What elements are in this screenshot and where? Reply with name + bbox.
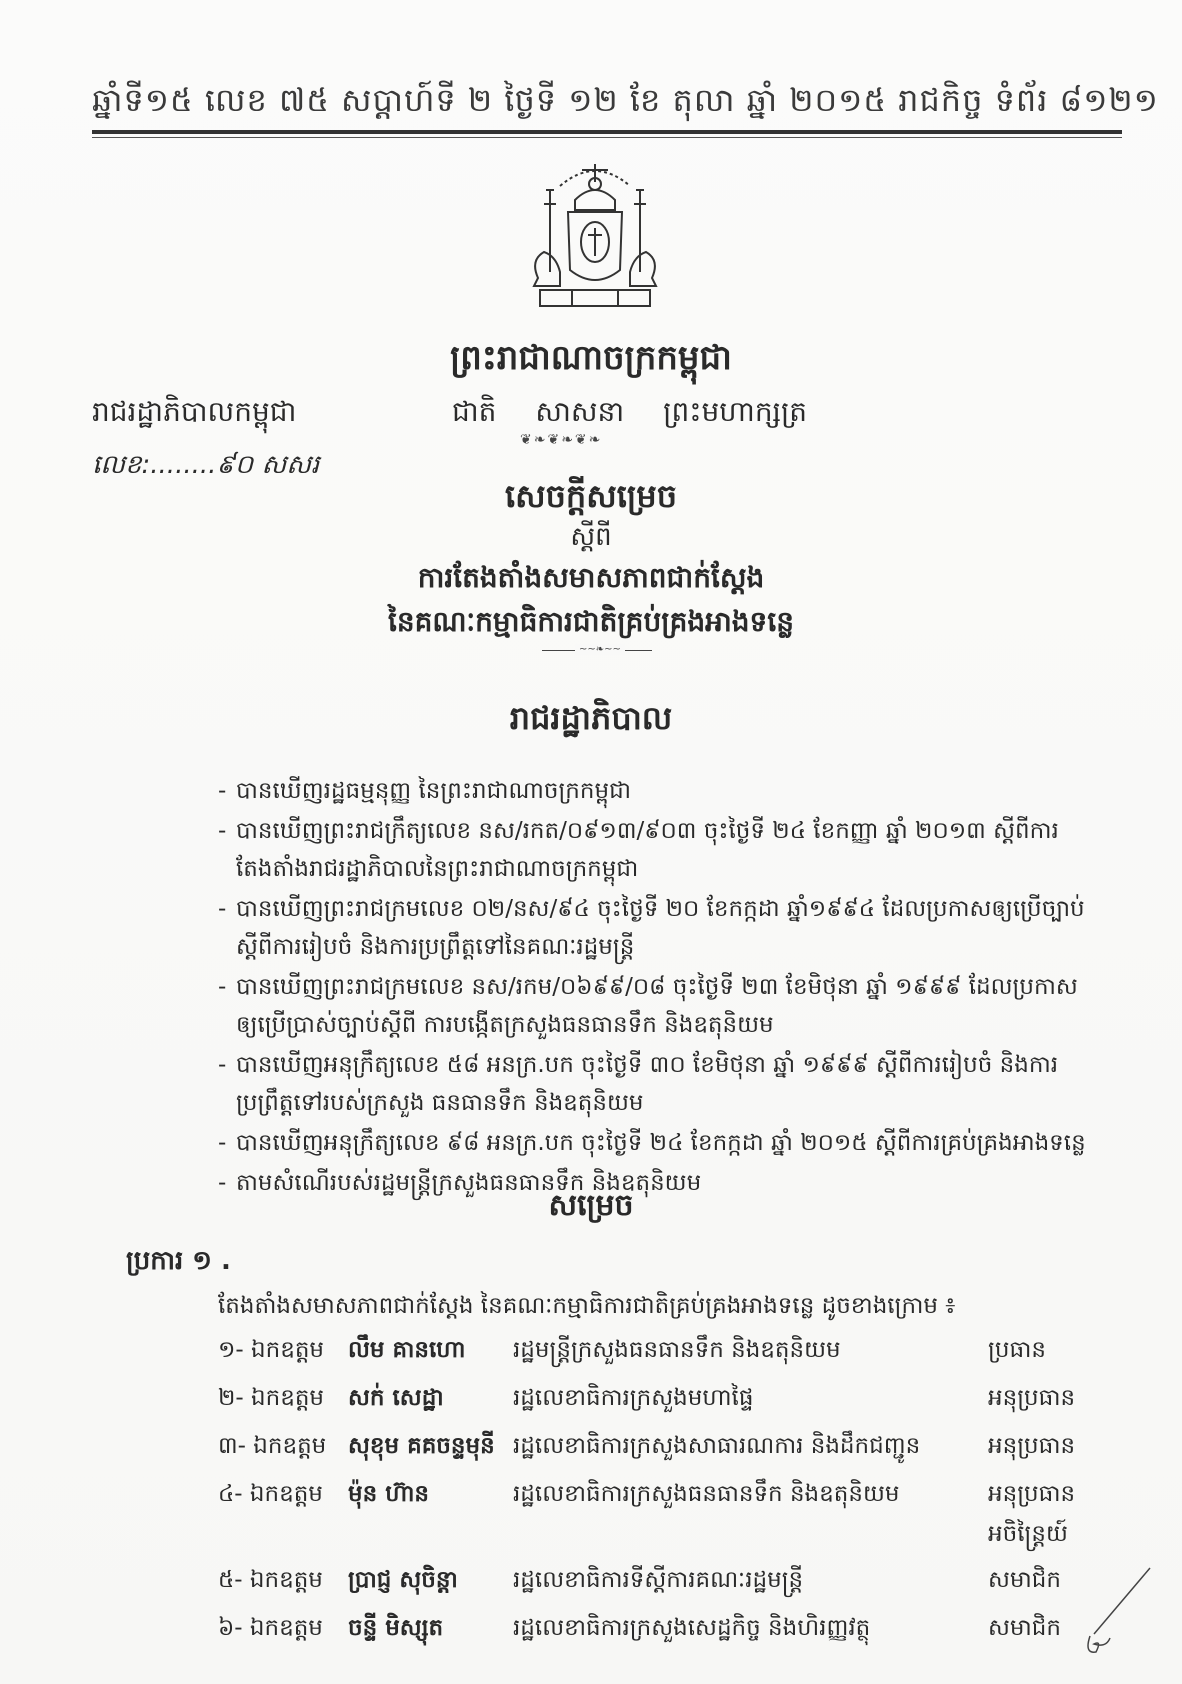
member-name: លឹម គានហោ — [348, 1337, 466, 1363]
decides-heading: សម្រេច — [548, 1188, 634, 1223]
preamble-list — [218, 772, 1098, 1204]
member-name: ប្រាជ្ញ សុចិន្តា — [348, 1567, 458, 1593]
member-row — [218, 1336, 1118, 1384]
preamble-item: - បានឃើញព្រះរាជក្រមលេខ ០២/នស/៩៤ ចុះថ្ងៃទី ២០ ខែកក្កដា ឆ្នាំ១៩៩៤ ដែលប្រកាសឲ្យប្រើច្បាប់ស្តីពីការរៀបចំ និងការប្រព្រឹត្តទៅនៃគណៈរដ្ឋមន្ត្រី — [218, 890, 1098, 966]
member-role: អនុប្រធាន — [988, 1481, 1076, 1507]
reference-number: លេខ:........៩០ សសរ — [92, 450, 320, 480]
article-label: ប្រការ ១ . — [126, 1246, 231, 1276]
subject-line-1: ការតែងតាំងសមាសភាពជាក់ស្តែង — [417, 561, 765, 594]
member-role-extra: អចិន្ត្រៃយ៍ — [988, 1521, 1068, 1547]
member-role: សមាជិក — [988, 1615, 1061, 1641]
concerning-label: ស្តីពី — [570, 522, 612, 552]
member-name: ចន្ទី មិស្សុត — [348, 1615, 444, 1641]
member-row — [218, 1566, 1118, 1614]
handwritten-initial-icon — [1050, 1560, 1160, 1660]
preamble-item: - បានឃើញអនុក្រឹត្យលេខ ៩៨ អនក្រ.បក ចុះថ្ងៃទី ២៤ ខែកក្កដា ឆ្នាំ ២០១៥ ស្តីពីការគ្រប់គ្រងអាងទន្លេ — [218, 1124, 1098, 1162]
preamble-item: - បានឃើញរដ្ឋធម្មនុញ្ញ នៃព្រះរាជាណាចក្រកម្ពុជា — [218, 772, 1098, 810]
member-number: ៤- ឯកឧត្តម — [218, 1481, 323, 1507]
member-position: រដ្ឋលេខាធិការទីស្តីការគណៈរដ្ឋមន្ត្រី — [513, 1567, 804, 1593]
national-motto: ជាតិ សាសនា ព្រះមហាក្សត្រ — [452, 395, 808, 428]
member-row — [218, 1480, 1118, 1566]
article-intro: តែងតាំងសមាសភាពជាក់ស្តែង នៃគណៈកម្មាធិការជាតិគ្រប់គ្រងអាងទន្លេ ដូចខាងក្រោម ៖ — [218, 1293, 956, 1319]
member-position: រដ្ឋលេខាធិការក្រសួងសាធារណការ និងដឹកជញ្ជូន — [513, 1433, 921, 1459]
member-name: ម៉ុន ហ៊ាន — [348, 1481, 430, 1507]
preamble-item: - បានឃើញព្រះរាជក្រឹត្យលេខ នស/រកត/០៩១៣/៩០៣ ចុះថ្ងៃទី ២៤ ខែកញ្ញា ឆ្នាំ ២០១៣ ស្តីពីការតែងតាំងរាជរដ្ឋាភិបាលនៃព្រះរាជាណាចក្រកម្ពុជា — [218, 812, 1098, 888]
issuer-name: រាជរដ្ឋាភិបាលកម្ពុជា — [92, 395, 297, 428]
preamble-item: - តាមសំណើរបស់រដ្ឋមន្ត្រីក្រសួងធនធានទឹក និងឧតុនិយម — [218, 1164, 1098, 1202]
member-list — [218, 1336, 1118, 1662]
gazette-header: ឆ្នាំទី១៥ លេខ ៧៥ សប្តាហ៍ទី ២ ថ្ងៃទី ១២ ខែ តុលា ឆ្នាំ ២០១៥ រាជកិច្ច ទំព័រ ៨១២១ — [92, 81, 1159, 119]
member-number: ៥- ឯកឧត្តម — [218, 1567, 323, 1593]
preamble-item: - បានឃើញអនុក្រឹត្យលេខ ៥៨ អនក្រ.បក ចុះថ្ងៃទី ៣០ ខែមិថុនា ឆ្នាំ ១៩៩៩ ស្តីពីការរៀបចំ និងការប្រព្រឹត្តទៅរបស់ក្រសួង ធនធានទឹក និងឧតុនិយម — [218, 1046, 1098, 1122]
preamble-item: - បានឃើញព្រះរាជក្រមលេខ នស/រកម/០៦៩៩/០៨ ចុះថ្ងៃទី ២៣ ខែមិថុនា ឆ្នាំ ១៩៩៩ ដែលប្រកាសឲ្យប្រើប្រាស់ច្បាប់ស្តីពី ការបង្កើតក្រសួងធនធានទឹក និងឧតុនិយម — [218, 968, 1098, 1044]
member-name: សក់ សេដ្ឋា — [348, 1385, 444, 1411]
member-role: ប្រធាន — [988, 1337, 1046, 1363]
member-position: រដ្ឋលេខាធិការក្រសួងធនធានទឹក និងឧតុនិយម — [513, 1481, 900, 1507]
member-role: សមាជិក — [988, 1567, 1061, 1593]
royal-coat-of-arms-icon — [520, 160, 670, 320]
ornament-divider-icon: ❦❧❦❧❦❧ — [520, 432, 603, 448]
member-row — [218, 1614, 1118, 1662]
member-row — [218, 1384, 1118, 1432]
member-position: រដ្ឋលេខាធិការក្រសួងមហាផ្ទៃ — [513, 1385, 754, 1411]
member-number: ៦- ឯកឧត្តម — [218, 1615, 323, 1641]
header-rule-thin — [92, 137, 1122, 138]
member-name: សុខុម គគចន្ទមុនី — [348, 1433, 495, 1459]
divider-ornament-icon: ~~❧~~ — [575, 644, 625, 655]
member-position: រដ្ឋមន្ត្រីក្រសួងធនធានទឹក និងឧតុនិយម — [513, 1337, 841, 1363]
decision-title: សេចក្តីសម្រេច — [504, 477, 678, 515]
member-role: អនុប្រធាន — [988, 1433, 1076, 1459]
government-heading: រាជរដ្ឋាភិបាល — [509, 699, 673, 737]
member-position: រដ្ឋលេខាធិការក្រសួងសេដ្ឋកិច្ច និងហិរញ្ញវត្ថុ — [513, 1615, 871, 1641]
member-row — [218, 1432, 1118, 1480]
kingdom-title: ព្រះរាជាណាចក្រកម្ពុជា — [450, 338, 732, 378]
member-number: ២- ឯកឧត្តម — [218, 1385, 325, 1411]
member-number: ១- ឯកឧត្តម — [218, 1337, 325, 1363]
header-rule — [92, 130, 1122, 134]
subject-line-2: នៃគណៈកម្មាធិការជាតិគ្រប់គ្រងអាងទន្លេ — [388, 605, 794, 638]
member-number: ៣- ឯកឧត្តម — [218, 1433, 327, 1459]
member-role: អនុប្រធាន — [988, 1385, 1076, 1411]
